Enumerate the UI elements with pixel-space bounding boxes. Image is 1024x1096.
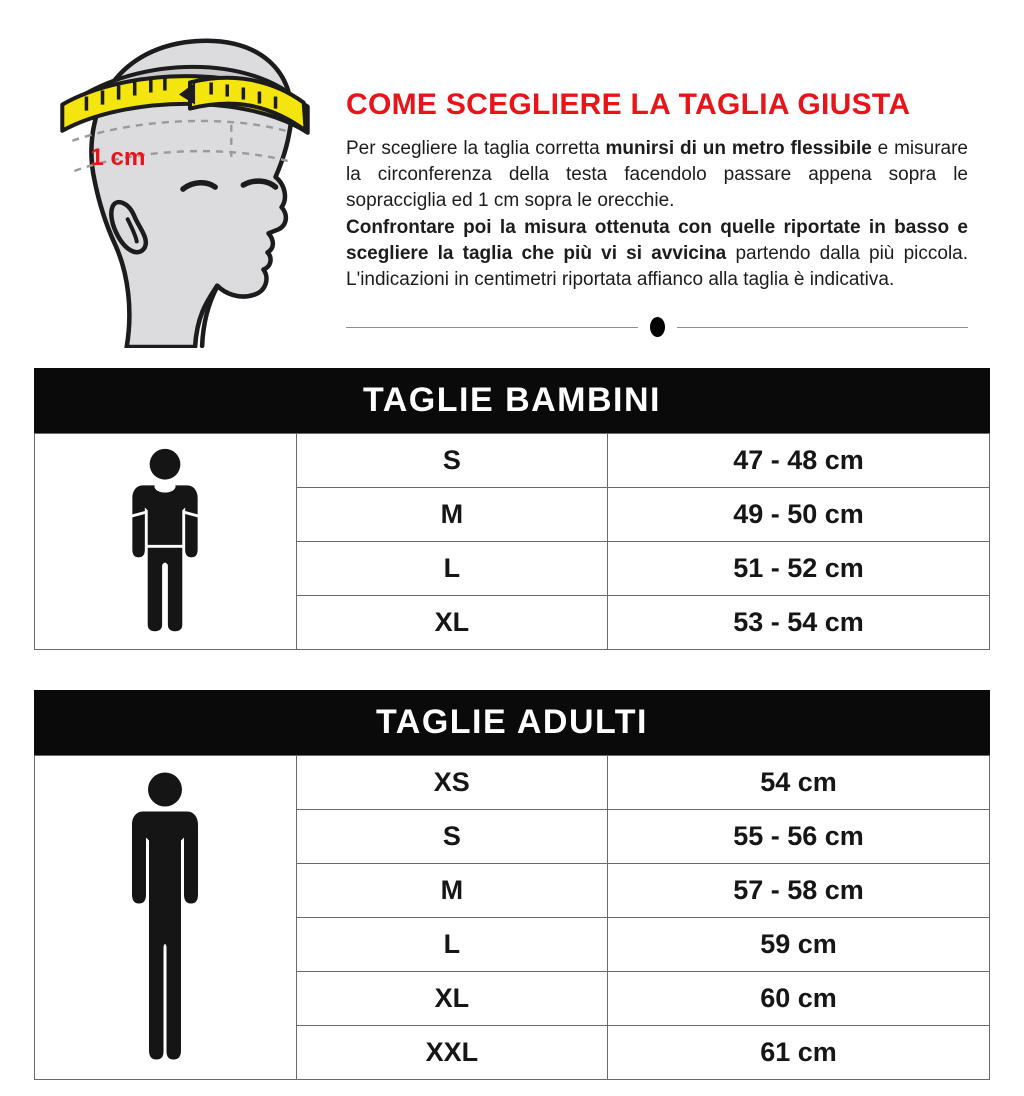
size-label: XXL (296, 1026, 607, 1080)
size-label: XL (296, 972, 607, 1026)
children-table-header (34, 368, 990, 433)
size-measure: 57 - 58 cm (607, 864, 989, 918)
size-measure: 49 - 50 cm (607, 488, 989, 542)
intro-section (34, 0, 990, 348)
size-measure: 59 cm (607, 918, 989, 972)
child-silhouette-icon (35, 434, 297, 650)
size-label: L (296, 542, 607, 596)
size-label: XS (296, 756, 607, 810)
page-title: COME SCEGLIERE LA TAGLIA GIUSTA (346, 88, 911, 121)
size-label: XL (296, 596, 607, 650)
one-cm-label: 1 cm (90, 143, 146, 171)
size-label: M (296, 864, 607, 918)
size-label: S (296, 434, 607, 488)
size-label: L (296, 918, 607, 972)
intro-paragraph-1: Per scegliere la taglia corretta munirsi di un metro flessibile e misurare la circonferenza della testa facendolo passare appena sopra le sopracciglia ed 1 cm sopra le orecchie. (346, 138, 968, 212)
size-measure: 53 - 54 cm (607, 596, 989, 650)
children-sizes-table (34, 368, 990, 650)
divider-dot-icon (650, 317, 665, 337)
size-label: S (296, 810, 607, 864)
intro-paragraph-2: Confrontare poi la misura ottenuta con quelle riportate in basso e scegliere la taglia che più vi si avvicina partendo dalla più piccola. L'indicazioni in centimetri riportata affianco alla taglia è indicativa. (346, 216, 969, 291)
adult-silhouette-icon (35, 756, 297, 1080)
children-table-title: TAGLIE BAMBINI (362, 381, 661, 419)
table-row (35, 434, 990, 488)
size-measure: 51 - 52 cm (607, 542, 989, 596)
section-divider (346, 317, 968, 337)
head-measure-illustration (34, 4, 336, 348)
size-measure: 47 - 48 cm (607, 434, 989, 488)
divider-line-left (346, 327, 638, 328)
size-measure: 54 cm (607, 756, 989, 810)
size-measure: 60 cm (607, 972, 989, 1026)
divider-line-right (677, 327, 969, 328)
head-measuring-tape-icon (34, 4, 336, 348)
adult-sizes-table (34, 690, 990, 1080)
adult-table-title: TAGLIE ADULTI (376, 703, 648, 741)
size-measure: 55 - 56 cm (607, 810, 989, 864)
intro-text-block (346, 4, 990, 348)
size-label: M (296, 488, 607, 542)
size-measure: 61 cm (607, 1026, 989, 1080)
table-row (35, 756, 990, 810)
adult-table-header (34, 690, 990, 755)
